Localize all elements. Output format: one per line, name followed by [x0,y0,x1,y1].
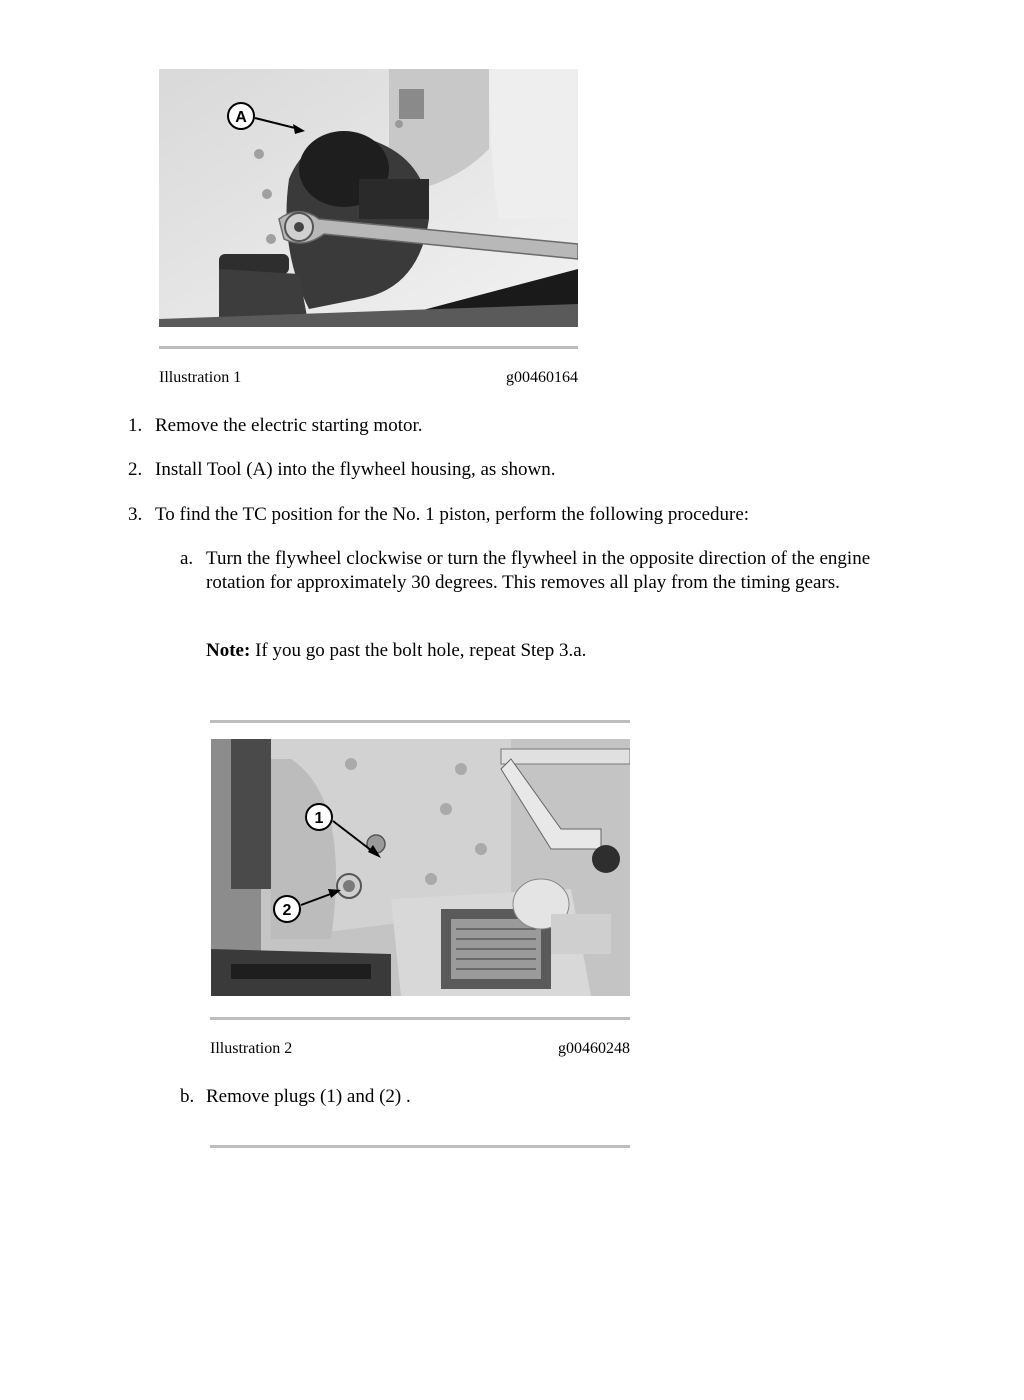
illustration-1-rule [159,346,578,349]
note-text: If you go past the bolt hole, repeat Step 3.a. [250,640,587,661]
illustration-2-caption: Illustration 2 [210,1040,293,1057]
illustration-2-top-rule [210,720,630,723]
step-3-number: 3. [128,504,143,525]
callout-a-label: A [235,109,247,126]
illustration-2-id: g00460248 [558,1040,630,1057]
callout-2-label: 2 [282,902,292,919]
substep-a-note [206,639,906,663]
substep-b-label: b. [180,1086,195,1107]
step-2-text: Install Tool (A) into the flywheel housing, as shown. [155,459,556,480]
step-3-text: To find the TC position for the No. 1 piston, perform the following procedure: [155,504,750,525]
illustration-1-id: g00460164 [506,369,578,386]
illustration-1-photo [159,69,578,327]
step-1-number: 1. [128,415,143,436]
step-2-number: 2. [128,459,143,480]
substep-a-text: Turn the flywheel clockwise or turn the flywheel in the opposite direction of the engine rotation for approximately 30 degrees. This removes all play from the timing gears. [206,548,871,593]
note-label: Note: [206,640,251,661]
substep-a-label: a. [180,548,194,569]
illustration-3-top-rule [210,1145,630,1148]
illustration-1-caption: Illustration 1 [159,369,242,386]
illustration-2-bottom-rule [210,1017,630,1020]
illustration-2-photo [211,739,630,996]
step-1-text: Remove the electric starting motor. [155,415,423,436]
callout-1-label: 1 [314,810,324,827]
substep-b-text: Remove plugs (1) and (2) . [206,1086,411,1107]
